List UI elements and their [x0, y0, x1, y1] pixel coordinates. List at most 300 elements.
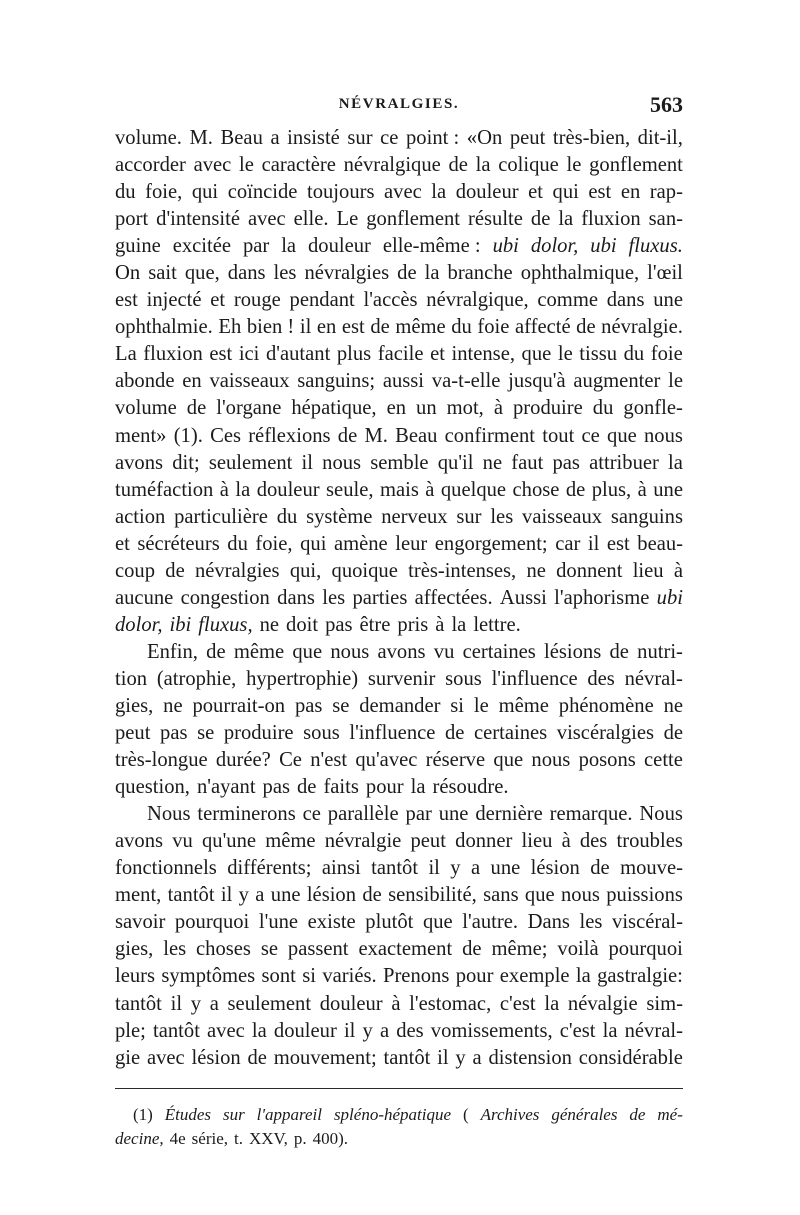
word: ici — [238, 343, 260, 366]
word: avons — [377, 640, 426, 663]
word: il — [428, 857, 440, 880]
word: ne — [482, 451, 503, 474]
text-line — [115, 152, 683, 179]
word: produire — [513, 397, 583, 420]
running-title: NÉVRALGIES. — [338, 96, 460, 112]
word: douleur — [256, 478, 320, 501]
word: ainsi — [321, 857, 361, 880]
word: ( — [462, 1105, 469, 1124]
word: cette — [644, 749, 683, 772]
word: vomissements, — [430, 1019, 553, 1042]
word: nutri- — [637, 640, 683, 663]
text-line — [115, 368, 683, 395]
word: par — [405, 803, 432, 826]
word: tion — [115, 667, 148, 690]
word: à — [561, 830, 571, 853]
word: de — [629, 1105, 646, 1124]
word: Ce — [279, 749, 302, 772]
word: Aussi — [499, 586, 547, 609]
word: pas — [160, 722, 188, 745]
word: la — [544, 992, 560, 1015]
word: a — [209, 992, 219, 1015]
word: point : — [406, 127, 460, 149]
word: de — [444, 722, 465, 745]
word: sanguins; — [297, 370, 376, 393]
word: de — [590, 857, 610, 880]
word: même — [233, 640, 285, 663]
word: le — [566, 154, 582, 177]
word: foie — [650, 343, 683, 366]
word: il — [299, 316, 312, 339]
word: doit — [286, 613, 319, 636]
word: peut — [410, 830, 446, 853]
word: l'organe — [216, 397, 282, 420]
word: sans — [483, 884, 519, 907]
word: ment, — [115, 884, 162, 907]
word: de — [663, 722, 683, 745]
word: tantôt — [167, 884, 215, 907]
word: qu'il — [437, 451, 474, 474]
word: n'ayant — [196, 776, 256, 799]
word: nous — [643, 424, 683, 447]
word: les — [490, 505, 514, 528]
word: une — [490, 857, 521, 880]
word: «On — [466, 127, 503, 149]
word: gonflement — [366, 208, 461, 231]
page-header — [115, 92, 683, 122]
text-line — [115, 585, 683, 612]
word: fluxion — [581, 208, 641, 231]
text-line — [115, 720, 683, 747]
word: névralgies — [194, 559, 280, 582]
word: pendant — [289, 289, 355, 312]
word: le — [557, 343, 573, 366]
word: une — [653, 289, 683, 312]
word: sous — [445, 667, 482, 690]
word: si — [450, 694, 465, 717]
word: parallèle — [327, 803, 399, 826]
word: dans — [227, 262, 266, 285]
word: leurs — [115, 965, 156, 988]
text-line — [115, 531, 683, 558]
word: être — [359, 613, 391, 636]
word: série, — [191, 1129, 228, 1148]
word: la — [424, 262, 440, 285]
word: spléno-hépatique — [333, 1105, 452, 1124]
word: sur — [347, 127, 373, 149]
word: l'autre. — [462, 911, 519, 934]
word: il — [437, 1046, 449, 1069]
word: existe — [307, 911, 356, 934]
word: leur — [395, 532, 428, 555]
word: nous — [322, 451, 362, 474]
text-line — [115, 179, 683, 206]
word: tantôt — [153, 1019, 200, 1042]
word: de — [462, 938, 482, 961]
word: résoudre. — [432, 776, 509, 799]
word: Le — [336, 208, 359, 231]
word: Études — [164, 1105, 212, 1124]
text-line — [115, 747, 683, 774]
word: pas — [294, 694, 323, 717]
word: du — [623, 343, 645, 366]
word: sait — [148, 262, 177, 285]
word: ophthalmie. — [115, 316, 213, 339]
word: ne — [259, 613, 280, 636]
word: il — [170, 992, 183, 1015]
word: seulement — [227, 992, 312, 1015]
word: (atrophie, — [156, 667, 237, 690]
word: n'est — [310, 749, 348, 772]
word: volume. — [115, 127, 182, 149]
word: (1) — [133, 1105, 153, 1124]
word: générales — [551, 1105, 618, 1124]
word: hypertrophie) — [246, 667, 359, 690]
word: si — [302, 965, 316, 988]
word: survenir — [367, 667, 436, 690]
text-line — [115, 882, 683, 909]
word: Archives — [480, 1105, 540, 1124]
word: plus, — [591, 478, 632, 501]
word: choses — [196, 938, 251, 961]
word: une — [270, 884, 301, 907]
word: va-t-elle — [431, 370, 501, 393]
text-line — [115, 395, 683, 422]
word: sur — [456, 505, 482, 528]
word: de — [165, 559, 185, 582]
text-line — [115, 666, 683, 693]
word: à — [493, 397, 503, 420]
word: M. — [364, 424, 388, 447]
word: foie — [477, 316, 510, 339]
word: lettre. — [473, 613, 521, 636]
word: le — [668, 370, 683, 393]
word: decine, — [115, 1129, 164, 1148]
word: branche — [447, 262, 513, 285]
word: sous — [303, 722, 340, 745]
word: que, — [184, 262, 220, 285]
word: que — [521, 343, 552, 366]
word: l'estomac, — [409, 992, 492, 1015]
word: réflexions — [248, 424, 331, 447]
word: sanguins — [610, 505, 683, 528]
text-line — [115, 314, 683, 341]
word: il — [587, 532, 600, 555]
text-line — [115, 855, 683, 882]
word: donner — [455, 830, 513, 853]
text-line — [115, 341, 683, 368]
word: tantôt — [115, 992, 162, 1015]
word: beau- — [637, 532, 683, 555]
word: confirment — [444, 424, 536, 447]
text-line — [115, 233, 683, 260]
word: gonflement — [589, 154, 683, 177]
word: pourquoi — [174, 911, 250, 934]
word: question, — [115, 776, 190, 799]
word: ment» — [115, 424, 167, 447]
word: mé- — [657, 1105, 683, 1124]
word: affectées. — [414, 586, 493, 609]
word: pourrait-on — [192, 694, 286, 717]
word: coup — [115, 559, 156, 582]
word: sécréteurs — [137, 532, 220, 555]
word: M. — [189, 127, 213, 149]
word: Enfin, — [147, 640, 198, 663]
word: coïncide — [227, 181, 298, 204]
word: Prenons — [383, 965, 450, 988]
word: parties — [352, 586, 408, 609]
word: mouvement; — [273, 1046, 377, 1069]
word: à — [425, 478, 435, 501]
word: considérable — [578, 1046, 683, 1069]
word: semble — [370, 451, 429, 474]
word: névralgie. — [601, 316, 683, 339]
word: du — [276, 505, 298, 528]
word: fluxus. — [628, 235, 683, 258]
word: guine — [115, 235, 161, 258]
word: tantôt — [371, 857, 419, 880]
word: lieu — [632, 559, 664, 582]
word: l'influence — [349, 722, 436, 745]
word: nous — [560, 884, 600, 907]
word: (1). — [173, 424, 203, 447]
word: action — [115, 505, 166, 528]
word: intense, — [451, 343, 515, 366]
word: augmenter — [573, 370, 661, 393]
word: en — [316, 316, 337, 339]
word: une — [653, 478, 683, 501]
word: variés. — [322, 965, 377, 988]
word: avons — [115, 830, 164, 853]
word: sensibilité, — [388, 884, 477, 907]
word: de — [337, 424, 358, 447]
word: tissu — [579, 343, 618, 366]
word: à — [637, 478, 647, 501]
word: très-bien, — [552, 127, 631, 149]
text-line — [115, 612, 683, 639]
word: amène — [333, 532, 388, 555]
word: ple; — [115, 1019, 146, 1042]
word: posons — [578, 749, 636, 772]
text-line — [115, 558, 683, 585]
word: troubles — [616, 830, 683, 853]
word: la — [668, 451, 683, 474]
word: avec — [146, 1046, 185, 1069]
word: lésion — [191, 1046, 241, 1069]
word: dernière — [475, 803, 543, 826]
text-line — [115, 828, 683, 855]
word: les — [579, 911, 603, 934]
word: a — [470, 857, 481, 880]
text-line — [115, 693, 683, 720]
word: vaisseaux — [209, 370, 290, 393]
word: aucune — [115, 586, 174, 609]
word: p. — [293, 1129, 307, 1148]
word: dolor, — [115, 613, 163, 636]
word: Beau — [220, 127, 263, 149]
word: l'une — [258, 911, 299, 934]
word: y — [190, 992, 202, 1015]
word: même — [395, 316, 446, 339]
word: quelque — [440, 478, 507, 501]
word: est — [209, 343, 233, 366]
word: rap- — [649, 181, 683, 204]
word: distension — [488, 1046, 572, 1069]
word: Beau — [395, 424, 438, 447]
word: san- — [648, 208, 683, 231]
text-line — [115, 909, 683, 936]
word: y — [455, 1046, 466, 1069]
word: les — [273, 262, 297, 285]
word: viscéral- — [612, 911, 683, 934]
word: névral- — [624, 667, 683, 690]
word: Ces — [210, 424, 241, 447]
text-line — [115, 963, 683, 990]
word: la — [451, 613, 467, 636]
word: de — [247, 1046, 267, 1069]
text-line — [115, 125, 683, 152]
word: est — [115, 289, 138, 312]
word: dit-il, — [637, 127, 683, 149]
word: accorder — [115, 154, 186, 177]
word: affecté — [514, 316, 571, 339]
word: de — [186, 397, 207, 420]
text-line — [115, 423, 683, 450]
word: se — [260, 938, 278, 961]
word: 400). — [312, 1129, 349, 1148]
word: de — [576, 316, 596, 339]
word: attribuer — [589, 451, 659, 474]
word: gonfle- — [623, 397, 683, 420]
word: qui — [552, 181, 579, 204]
word: foie, — [145, 181, 183, 204]
word: mouve- — [620, 857, 683, 880]
word: par — [242, 235, 270, 258]
word: névralgique, — [426, 289, 529, 312]
word: l'appareil — [256, 1105, 322, 1124]
word: de — [362, 884, 382, 907]
footnote-rule — [115, 1088, 683, 1089]
word: fonctionnels — [115, 857, 217, 880]
word: d'intensité — [156, 208, 240, 231]
word: certaines — [474, 722, 548, 745]
word: Nous — [639, 803, 683, 826]
word: pour — [455, 965, 494, 988]
word: insisté — [287, 127, 340, 149]
word: de — [565, 478, 586, 501]
word: des — [579, 830, 608, 853]
word: avec — [193, 154, 232, 177]
word: gastralgie: — [597, 965, 683, 988]
word: avec — [384, 181, 422, 204]
word: il — [343, 1019, 356, 1042]
word: peut — [115, 722, 151, 745]
word: vu — [433, 640, 455, 663]
word: que — [292, 640, 323, 663]
word: la — [558, 208, 574, 231]
word: exemple — [499, 965, 570, 988]
word: se — [197, 722, 215, 745]
word: le — [239, 154, 254, 177]
word: toujours — [306, 181, 375, 204]
text-line — [115, 206, 683, 233]
word: a — [379, 1019, 390, 1042]
word: qui, — [289, 559, 322, 582]
word: l'œil — [647, 262, 683, 285]
word: a — [472, 1046, 482, 1069]
word: ce — [380, 127, 399, 149]
word: Dans — [527, 911, 570, 934]
word: en — [620, 181, 641, 204]
word: est — [606, 532, 630, 555]
footnote — [115, 1103, 683, 1151]
word: que — [524, 884, 555, 907]
word: du — [115, 181, 136, 204]
word: de — [397, 262, 417, 285]
word: XXV, — [248, 1129, 288, 1148]
word: même; — [491, 938, 548, 961]
word: se — [332, 694, 350, 717]
word: volume — [115, 397, 177, 420]
word: tout — [542, 424, 575, 447]
word: même — [498, 694, 549, 717]
word: symptômes — [161, 965, 256, 988]
word: névalgie — [567, 992, 638, 1015]
word: caractère — [261, 154, 336, 177]
word: du — [451, 316, 472, 339]
word: qui — [191, 181, 219, 204]
text-line — [115, 991, 683, 1018]
word: à — [391, 992, 401, 1015]
word: à — [435, 613, 445, 636]
word: avec — [207, 1019, 245, 1042]
word: de — [448, 154, 468, 177]
footnote-line — [115, 1127, 683, 1151]
word: peut — [509, 127, 546, 149]
word: très-longue — [115, 749, 208, 772]
word: et — [430, 343, 445, 366]
text-line — [115, 450, 683, 477]
word: terminerons — [197, 803, 296, 826]
word: la — [251, 1019, 267, 1042]
word: la — [235, 478, 251, 501]
word: ce — [581, 424, 600, 447]
word: mais — [379, 478, 419, 501]
word: à — [219, 478, 229, 501]
word: les — [163, 938, 187, 961]
word: les — [322, 586, 346, 609]
word: engorgement; — [434, 532, 548, 555]
word: dans — [277, 586, 315, 609]
word: une — [438, 803, 469, 826]
word: de — [530, 208, 551, 231]
word: fluxion — [143, 343, 203, 366]
word: névral- — [624, 1019, 683, 1042]
word: des — [396, 1019, 424, 1042]
word: ophthalmique, — [520, 262, 640, 285]
word: dolor, — [530, 235, 579, 258]
word: que — [493, 749, 524, 772]
text-line — [115, 260, 683, 287]
word: elle-même : — [382, 235, 481, 258]
word: ubi — [656, 586, 683, 609]
word: 4e — [169, 1129, 186, 1148]
word: névralgie — [324, 830, 402, 853]
word: pas — [325, 613, 353, 636]
word: la — [410, 776, 426, 799]
word: certaines — [462, 640, 536, 663]
word: fluxus, — [198, 613, 253, 636]
